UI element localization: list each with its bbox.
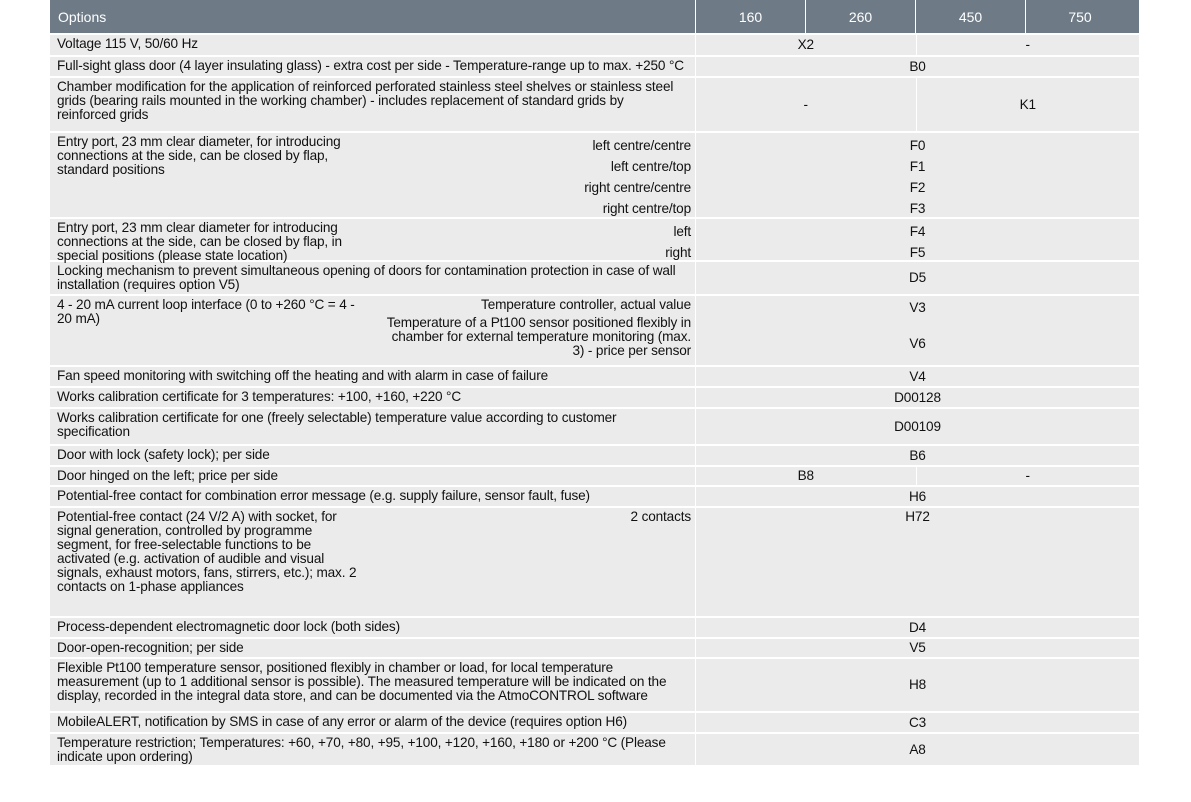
option-description	[57, 736, 691, 763]
description-line: installation (requires option V5)	[57, 277, 240, 292]
option-description-cell	[50, 388, 695, 407]
table-header	[50, 0, 1139, 35]
option-description-cell	[50, 57, 695, 76]
table-row	[50, 713, 1139, 734]
header-size-750: 750	[1025, 0, 1134, 33]
description-line: indicate upon ordering)	[57, 749, 193, 764]
option-description-cell	[50, 133, 695, 217]
size-values-cell	[695, 388, 1139, 407]
description-line: Temperature restriction; Temperatures: +60, +70, +80, +95, +100, +120, +160, +180 or +200 °C (Please	[57, 735, 666, 750]
sub-option-label: chamber for external temperature monitoring (max.	[391, 329, 691, 344]
option-code: D5	[908, 270, 927, 285]
options-table	[50, 0, 1139, 767]
sub-option-label: Temperature controller, actual value	[481, 297, 691, 312]
description-line: Works calibration certificate for one (freely selectable) temperature value according to customer	[57, 410, 617, 425]
table-row	[50, 659, 1139, 713]
description-line: display, recorded in the integral data store, and can be documented via the AtmoCONTROL software	[57, 688, 648, 703]
option-description-cell	[50, 367, 695, 386]
option-description	[57, 369, 691, 384]
option-code: F4	[909, 224, 926, 239]
option-description	[57, 715, 691, 730]
size-values-cell	[695, 57, 1139, 76]
table-row	[50, 35, 1139, 57]
option-description-cell	[50, 508, 695, 616]
description-line: Potential-free contact (24 V/2 A) with socket, for	[57, 509, 337, 524]
size-values-cell	[695, 367, 1139, 386]
description-line: MobileALERT, notification by SMS in case of any error or alarm of the device (requires option H6)	[57, 714, 628, 729]
size-values-cell	[695, 467, 1139, 485]
description-line: activated (e.g. activation of audible and visual	[57, 551, 325, 566]
option-code: V3	[909, 300, 926, 315]
sub-option-label: 2 contacts	[630, 509, 691, 524]
description-line: 4 - 20 mA current loop interface (0 to +260 °C = 4 -	[57, 297, 355, 312]
description-line: standard positions	[57, 162, 165, 177]
size-values-cell	[695, 296, 1139, 365]
size-values-cell	[695, 618, 1139, 637]
table-row	[50, 367, 1139, 388]
table-body	[50, 35, 1139, 767]
description-line: Entry port, 23 mm clear diameter, for introducing	[57, 134, 341, 149]
size-values-cell	[695, 78, 1139, 131]
option-description	[57, 469, 691, 483]
description-line: Fan speed monitoring with switching off the heating and with alarm in case of failure	[57, 368, 549, 383]
option-description	[57, 411, 691, 442]
description-line: connections at the side, can be closed by flap, in	[57, 234, 342, 249]
sub-option-label: Temperature of a Pt100 sensor positioned flexibly in	[386, 315, 691, 330]
option-description	[57, 489, 691, 504]
table-row	[50, 508, 1139, 618]
option-description-cell	[50, 35, 695, 55]
option-description	[57, 448, 691, 463]
description-line: Locking mechanism to prevent simultaneous opening of doors for contamination protection in case of wall	[57, 263, 676, 278]
option-description-cell	[50, 409, 695, 444]
option-code: B0	[909, 58, 926, 74]
description-line: Process-dependent electromagnetic door lock (both sides)	[57, 619, 400, 634]
option-code: -	[803, 96, 808, 112]
option-code: V5	[909, 640, 926, 655]
option-code: F2	[909, 180, 926, 195]
table-row	[50, 467, 1139, 487]
option-description-cell	[50, 262, 695, 294]
option-description-cell	[50, 487, 695, 506]
option-code: C3	[908, 714, 927, 730]
table-row	[50, 296, 1139, 367]
sub-option-labels	[584, 135, 691, 215]
header-size-450: 450	[915, 0, 1025, 33]
description-line: Entry port, 23 mm clear diameter for introducing	[57, 220, 338, 235]
option-description	[57, 37, 691, 53]
sub-option-labels	[665, 221, 691, 258]
option-code: A8	[909, 741, 926, 757]
size-values-cell	[695, 487, 1139, 506]
description-line: signal generation, controlled by programme	[57, 523, 313, 538]
sub-option-labels	[371, 298, 691, 363]
option-description-cell	[50, 78, 695, 131]
option-description-cell	[50, 219, 695, 263]
size-values-cell	[695, 713, 1139, 732]
table-row	[50, 618, 1139, 639]
description-line: Flexible Pt100 temperature sensor, positioned flexibly in chamber or load, for local temperature	[57, 660, 614, 675]
option-code: V6	[909, 336, 926, 351]
description-line: Potential-free contact for combination error message (e.g. supply failure, sensor fault, fuse)	[57, 488, 590, 503]
table-row	[50, 219, 1139, 262]
table-row	[50, 639, 1139, 659]
option-code: D00128	[894, 389, 941, 405]
description-line: reinforced grids	[57, 107, 149, 122]
description-line: special positions (please state location)	[57, 248, 288, 263]
table-row	[50, 388, 1139, 409]
sub-option-label: right centre/top	[602, 201, 691, 216]
option-description	[57, 80, 691, 129]
option-description	[57, 135, 584, 215]
sub-option-label: left	[673, 224, 691, 239]
option-description	[57, 390, 691, 405]
option-description	[57, 641, 691, 655]
size-values-cell	[695, 133, 1139, 217]
option-code: D00109	[894, 418, 941, 434]
option-code: K1	[916, 78, 1140, 131]
option-description-cell	[50, 296, 695, 365]
description-line: Door hinged on the left; price per side	[57, 468, 278, 483]
option-code: B6	[909, 447, 926, 463]
table-row	[50, 409, 1139, 446]
table-row	[50, 57, 1139, 78]
header-size-160: 160	[695, 0, 805, 33]
option-code: F3	[909, 201, 926, 216]
description-line: specification	[57, 424, 130, 439]
description-line: Works calibration certificate for 3 temperatures: +100, +160, +220 °C	[57, 389, 461, 404]
option-description	[57, 510, 631, 614]
table-row	[50, 262, 1139, 296]
size-values-cell	[695, 639, 1139, 657]
sub-option-label: 3) - price per sensor	[572, 343, 691, 358]
description-line: Voltage 115 V, 50/60 Hz	[57, 36, 198, 51]
table-row	[50, 78, 1139, 133]
option-description-cell	[50, 618, 695, 637]
option-description-cell	[50, 659, 695, 711]
size-values-cell	[695, 659, 1139, 711]
description-line: connections at the side, can be closed by flap,	[57, 148, 329, 163]
sub-option-label: left centre/centre	[592, 138, 691, 153]
option-description	[57, 298, 371, 363]
option-description-cell	[50, 639, 695, 657]
option-description-cell	[50, 734, 695, 765]
sub-option-label: right centre/centre	[584, 180, 691, 195]
description-line: Door-open-recognition; per side	[57, 640, 244, 655]
table-row	[50, 133, 1139, 219]
description-line: segment, for free-selectable functions to be	[57, 537, 312, 552]
option-code: X2	[797, 37, 814, 52]
option-description	[57, 661, 691, 709]
size-values-cell	[695, 734, 1139, 765]
description-line: 20 mA)	[57, 311, 100, 326]
option-description-cell	[50, 713, 695, 732]
option-description-cell	[50, 467, 695, 485]
option-code: H6	[908, 488, 927, 504]
description-line: grids (bearing rails mounted in the working chamber) - includes replacement of standard grids by	[57, 93, 624, 108]
description-line: measurement (up to 1 additional sensor is possible). The measured temperature will be indicated on the	[57, 674, 667, 689]
option-code: -	[916, 35, 1140, 55]
option-description	[57, 220, 665, 263]
size-values-cell	[695, 446, 1139, 465]
header-size-260: 260	[805, 0, 915, 33]
option-code: D4	[908, 619, 927, 635]
option-description-cell	[50, 446, 695, 465]
option-code: F0	[909, 138, 926, 153]
description-line: signals, exhaust motors, fans, stirrers, etc.); max. 2	[57, 565, 357, 580]
description-line: Full-sight glass door (4 layer insulating glass) - extra cost per side - Temperature-range up to max. +250 °C	[57, 58, 684, 73]
description-line: Door with lock (safety lock); per side	[57, 447, 270, 462]
option-code: -	[916, 467, 1140, 485]
size-values-cell	[695, 409, 1139, 444]
description-line: Chamber modification for the application of reinforced perforated stainless steel shelves or stainless steel	[57, 79, 674, 94]
size-values-cell	[695, 35, 1139, 55]
option-code: V4	[909, 368, 926, 384]
size-values-cell	[695, 219, 1139, 260]
size-values-cell	[695, 262, 1139, 294]
option-code: H8	[908, 677, 927, 692]
description-line: contacts on 1-phase appliances	[57, 579, 244, 594]
table-row	[50, 487, 1139, 508]
sub-option-label: left centre/top	[610, 159, 691, 174]
option-code: F5	[909, 245, 926, 260]
option-description	[57, 620, 691, 635]
size-values-cell	[695, 508, 1139, 616]
table-row	[50, 446, 1139, 467]
option-code: B8	[797, 468, 814, 483]
option-code: F1	[909, 159, 926, 174]
option-code: H72	[905, 509, 930, 524]
header-options: Options	[58, 8, 107, 25]
sub-option-label: right	[665, 245, 691, 260]
sub-option-labels	[631, 510, 691, 614]
option-description	[57, 264, 691, 292]
option-description	[57, 59, 691, 74]
table-row	[50, 734, 1139, 767]
